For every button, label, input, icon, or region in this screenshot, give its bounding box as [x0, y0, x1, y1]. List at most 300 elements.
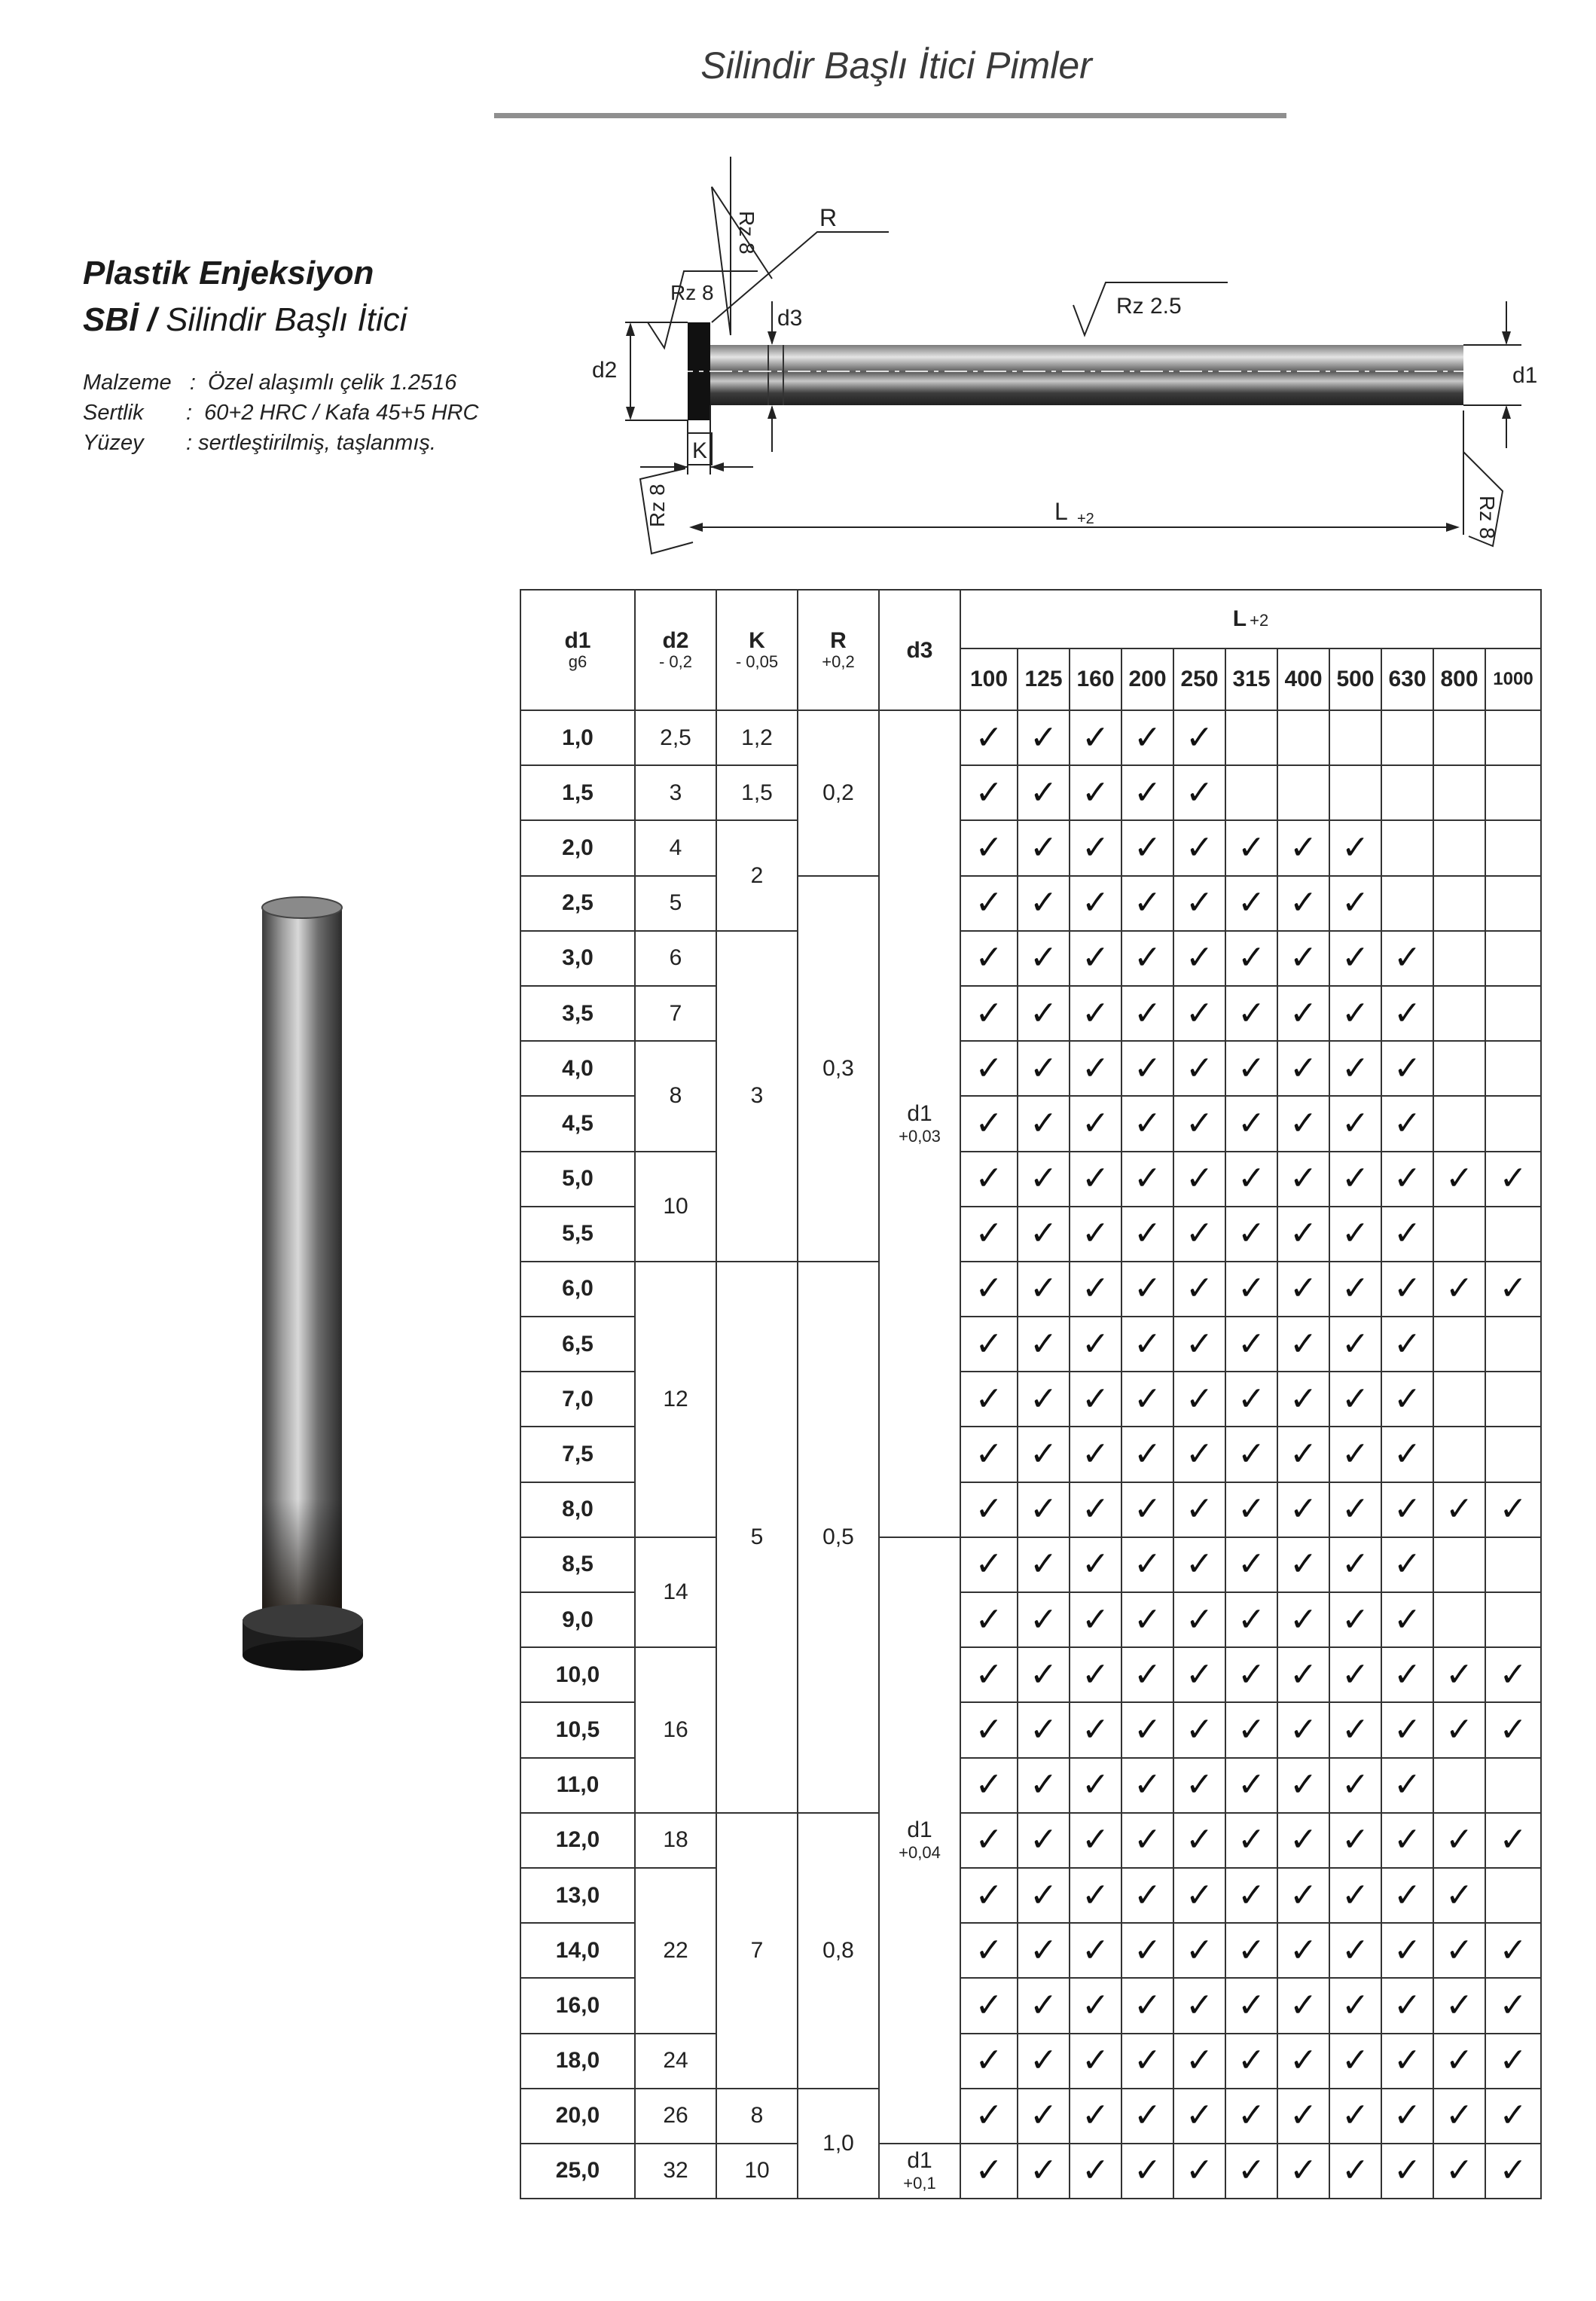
availability-cell [1225, 1096, 1277, 1151]
check-icon: ✓ [1082, 884, 1109, 922]
check-icon: ✓ [1186, 2042, 1213, 2080]
header-l-tolerance: +2 [1250, 611, 1269, 630]
availability-cell [1225, 1372, 1277, 1427]
availability-cell [1329, 1427, 1381, 1482]
availability-cell [1225, 1537, 1277, 1592]
header-d2-tolerance: - 0,2 [658, 652, 693, 672]
check-icon: ✓ [1393, 939, 1421, 977]
availability-cell [1225, 1702, 1277, 1757]
check-icon: ✓ [1134, 1876, 1161, 1914]
availability-cell [1070, 2034, 1121, 2089]
check-icon: ✓ [1393, 1270, 1421, 1308]
availability-cell [1173, 1923, 1225, 1978]
check-icon: ✓ [1186, 1436, 1213, 1473]
availability-cell [1070, 1041, 1121, 1096]
availability-cell [960, 986, 1018, 1041]
check-icon: ✓ [1341, 1986, 1369, 2024]
check-icon: ✓ [975, 2152, 1003, 2190]
availability-cell [1121, 1262, 1173, 1317]
availability-cell [1018, 1482, 1070, 1537]
product-photo [233, 896, 384, 1680]
check-icon: ✓ [1499, 1160, 1527, 1198]
availability-cell [1225, 1813, 1277, 1868]
check-icon: ✓ [1445, 1986, 1473, 2024]
availability-cell [1225, 1592, 1277, 1647]
availability-cell [1173, 765, 1225, 820]
r-label: R [819, 204, 838, 231]
availability-cell [1225, 2034, 1277, 2089]
availability-cell [1121, 765, 1173, 820]
availability-cell [1225, 765, 1277, 820]
availability-cell [1277, 1372, 1329, 1427]
availability-cell [1277, 1262, 1329, 1317]
availability-cell [1433, 1207, 1485, 1262]
availability-cell [1018, 1868, 1070, 1923]
check-icon: ✓ [1341, 2097, 1369, 2135]
check-icon: ✓ [1289, 994, 1317, 1032]
check-icon: ✓ [1186, 1546, 1213, 1583]
r-cell: 0,8 [798, 1813, 879, 2089]
availability-cell [1381, 820, 1433, 875]
check-icon: ✓ [1393, 994, 1421, 1032]
availability-cell [1433, 1427, 1485, 1482]
availability-cell [1173, 1096, 1225, 1151]
d1-cell: 7,0 [520, 1372, 635, 1427]
availability-cell [1329, 2034, 1381, 2089]
check-icon: ✓ [1393, 1931, 1421, 1969]
d1-cell: 5,5 [520, 1207, 635, 1262]
check-icon: ✓ [1237, 939, 1265, 977]
check-icon: ✓ [1393, 1656, 1421, 1693]
check-icon: ✓ [1341, 1876, 1369, 1914]
availability-cell [1329, 876, 1381, 931]
d2-cell: 5 [635, 876, 716, 931]
availability-cell [1485, 1647, 1541, 1702]
availability-cell [1433, 1262, 1485, 1317]
availability-cell [1173, 1317, 1225, 1372]
check-icon: ✓ [1030, 1710, 1057, 1748]
availability-cell [1329, 1923, 1381, 1978]
check-icon: ✓ [1030, 884, 1057, 922]
check-icon: ✓ [1030, 1270, 1057, 1308]
check-icon: ✓ [1289, 1325, 1317, 1363]
d2-cell: 3 [635, 765, 716, 820]
spec-hardness: Sertlik : 60+2 HRC / Kafa 45+5 HRC [83, 401, 479, 425]
availability-cell [1485, 1813, 1541, 1868]
check-icon: ✓ [1082, 1876, 1109, 1914]
technical-drawing [580, 151, 1538, 557]
check-icon: ✓ [975, 1876, 1003, 1914]
availability-cell [960, 1427, 1018, 1482]
availability-cell [1277, 1813, 1329, 1868]
check-icon: ✓ [1030, 1491, 1057, 1528]
check-icon: ✓ [1341, 1710, 1369, 1748]
check-icon: ✓ [1186, 1601, 1213, 1638]
check-icon: ✓ [1030, 2152, 1057, 2190]
check-icon: ✓ [1134, 1215, 1161, 1253]
table-row [520, 1813, 1541, 1868]
availability-cell [1433, 1096, 1485, 1151]
availability-cell [1381, 1923, 1433, 1978]
check-icon: ✓ [1289, 1931, 1317, 1969]
availability-cell [960, 1317, 1018, 1372]
check-icon: ✓ [1289, 1049, 1317, 1087]
availability-cell [1173, 2034, 1225, 2089]
check-icon: ✓ [1186, 1986, 1213, 2024]
k-cell: 1,5 [716, 765, 798, 820]
availability-cell [1173, 1262, 1225, 1317]
availability-cell [1121, 1592, 1173, 1647]
availability-cell [1070, 1427, 1121, 1482]
k-cell: 8 [716, 2089, 798, 2144]
check-icon: ✓ [1289, 1876, 1317, 1914]
d2-cell: 8 [635, 1041, 716, 1151]
check-icon: ✓ [1393, 1049, 1421, 1087]
length-630: 630 [1381, 648, 1433, 710]
availability-cell [960, 1262, 1018, 1317]
rz8-end-label: Rz 8 [1475, 496, 1499, 539]
table-row [520, 1041, 1541, 1096]
check-icon: ✓ [975, 1491, 1003, 1528]
check-icon: ✓ [1030, 829, 1057, 866]
availability-cell [1018, 1427, 1070, 1482]
k-cell: 10 [716, 2144, 798, 2199]
availability-cell [1121, 1702, 1173, 1757]
availability-cell [1018, 1813, 1070, 1868]
check-icon: ✓ [1341, 1104, 1369, 1142]
availability-cell [1070, 1978, 1121, 2033]
availability-cell [1329, 986, 1381, 1041]
availability-cell [1173, 1482, 1225, 1537]
availability-cell [1277, 2034, 1329, 2089]
availability-cell [1070, 876, 1121, 931]
availability-cell [1433, 1317, 1485, 1372]
l-tolerance: +2 [1077, 511, 1094, 527]
check-icon: ✓ [1289, 939, 1317, 977]
check-icon: ✓ [1393, 2042, 1421, 2080]
d1-label: d1 [1512, 363, 1538, 388]
check-icon: ✓ [1186, 1104, 1213, 1142]
d1-cell: 2,0 [520, 820, 635, 875]
check-icon: ✓ [1186, 1160, 1213, 1198]
availability-cell [1018, 820, 1070, 875]
availability-cell [1329, 1758, 1381, 1813]
availability-cell [1121, 986, 1173, 1041]
availability-cell [1225, 1868, 1277, 1923]
table-row [520, 1537, 1541, 1592]
check-icon: ✓ [1186, 2097, 1213, 2135]
availability-cell [960, 1096, 1018, 1151]
check-icon: ✓ [1289, 1380, 1317, 1418]
availability-cell [1485, 876, 1541, 931]
availability-cell [1329, 1868, 1381, 1923]
check-icon: ✓ [1289, 1710, 1317, 1748]
check-icon: ✓ [1134, 2097, 1161, 2135]
header-d2 [635, 590, 716, 710]
d2-cell: 12 [635, 1262, 716, 1537]
check-icon: ✓ [1393, 1821, 1421, 1859]
d1-cell: 11,0 [520, 1758, 635, 1813]
availability-cell [1070, 1592, 1121, 1647]
availability-cell [1225, 1758, 1277, 1813]
d3-cell [879, 710, 960, 1537]
check-icon: ✓ [975, 994, 1003, 1032]
check-icon: ✓ [1186, 1049, 1213, 1087]
table-row [520, 1647, 1541, 1702]
check-icon: ✓ [1082, 2097, 1109, 2135]
check-icon: ✓ [1445, 1160, 1473, 1198]
check-icon: ✓ [975, 1380, 1003, 1418]
availability-cell [960, 765, 1018, 820]
availability-cell [1381, 1868, 1433, 1923]
check-icon: ✓ [1237, 1380, 1265, 1418]
availability-cell [1018, 2144, 1070, 2199]
check-icon: ✓ [1082, 939, 1109, 977]
check-icon: ✓ [1341, 994, 1369, 1032]
availability-cell [1121, 1207, 1173, 1262]
availability-cell [1277, 1096, 1329, 1151]
availability-cell [960, 1647, 1018, 1702]
availability-cell [960, 931, 1018, 986]
d3-tolerance: +0,04 [899, 1843, 941, 1863]
availability-cell [1485, 1207, 1541, 1262]
check-icon: ✓ [1134, 1325, 1161, 1363]
check-icon: ✓ [1237, 1821, 1265, 1859]
availability-cell [1381, 1041, 1433, 1096]
availability-cell [1070, 1152, 1121, 1207]
availability-cell [1121, 1317, 1173, 1372]
rz25-label: Rz 2.5 [1116, 294, 1182, 319]
check-icon: ✓ [1289, 1766, 1317, 1804]
availability-cell [1070, 2144, 1121, 2199]
availability-cell [1433, 820, 1485, 875]
check-icon: ✓ [1186, 939, 1213, 977]
availability-cell [1381, 765, 1433, 820]
table-row [520, 765, 1541, 820]
header-d1-tolerance: g6 [568, 652, 587, 672]
availability-cell [1433, 1758, 1485, 1813]
check-icon: ✓ [1082, 1049, 1109, 1087]
availability-cell [960, 2089, 1018, 2144]
availability-cell [1277, 1868, 1329, 1923]
availability-cell [1121, 820, 1173, 875]
availability-cell [1121, 1482, 1173, 1537]
check-icon: ✓ [1341, 1931, 1369, 1969]
availability-cell [1173, 1207, 1225, 1262]
check-icon: ✓ [1289, 829, 1317, 866]
check-icon: ✓ [1186, 719, 1213, 756]
availability-cell [1225, 1482, 1277, 1537]
availability-cell [1225, 931, 1277, 986]
k-cell: 3 [716, 931, 798, 1262]
availability-cell [1381, 1537, 1433, 1592]
check-icon: ✓ [1134, 1380, 1161, 1418]
header-r-tolerance: +0,2 [822, 652, 855, 672]
check-icon: ✓ [1134, 774, 1161, 811]
length-1000: 1000 [1485, 648, 1541, 710]
check-icon: ✓ [1445, 1931, 1473, 1969]
d1-cell: 6,5 [520, 1317, 635, 1372]
d3-value: d1 [907, 1817, 932, 1843]
availability-cell [1121, 931, 1173, 986]
check-icon: ✓ [1445, 2152, 1473, 2190]
availability-cell [1433, 1647, 1485, 1702]
check-icon: ✓ [1134, 1546, 1161, 1583]
availability-cell [1173, 1647, 1225, 1702]
r-cell: 0,5 [798, 1262, 879, 1813]
check-icon: ✓ [1289, 2097, 1317, 2135]
check-icon: ✓ [1393, 1546, 1421, 1583]
availability-cell [1121, 1152, 1173, 1207]
check-icon: ✓ [1134, 1270, 1161, 1308]
check-icon: ✓ [1499, 1656, 1527, 1693]
availability-cell [1277, 765, 1329, 820]
check-icon: ✓ [1030, 1546, 1057, 1583]
availability-cell [1381, 876, 1433, 931]
check-icon: ✓ [1289, 1270, 1317, 1308]
availability-cell [1018, 1592, 1070, 1647]
check-icon: ✓ [1082, 994, 1109, 1032]
d2-cell: 22 [635, 1868, 716, 2034]
check-icon: ✓ [1289, 1546, 1317, 1583]
availability-cell [960, 2144, 1018, 2199]
availability-cell [1225, 1923, 1277, 1978]
availability-cell [1225, 710, 1277, 765]
check-icon: ✓ [1445, 1710, 1473, 1748]
check-icon: ✓ [1341, 1491, 1369, 1528]
availability-cell [1277, 1702, 1329, 1757]
availability-cell [1121, 1758, 1173, 1813]
availability-cell [1070, 820, 1121, 875]
availability-cell [1329, 1537, 1381, 1592]
availability-cell [1329, 1702, 1381, 1757]
length-200: 200 [1121, 648, 1173, 710]
availability-cell [960, 710, 1018, 765]
check-icon: ✓ [1393, 2152, 1421, 2190]
check-icon: ✓ [1445, 1491, 1473, 1528]
availability-cell [960, 1868, 1018, 1923]
check-icon: ✓ [1134, 1601, 1161, 1638]
check-icon: ✓ [1134, 1656, 1161, 1693]
d1-cell: 10,0 [520, 1647, 635, 1702]
check-icon: ✓ [1237, 1546, 1265, 1583]
k-cell: 1,2 [716, 710, 798, 765]
availability-cell [1121, 2144, 1173, 2199]
table-row [520, 2089, 1541, 2144]
check-icon: ✓ [1186, 829, 1213, 866]
d1-cell: 20,0 [520, 2089, 635, 2144]
availability-cell [1485, 1152, 1541, 1207]
availability-cell [1277, 2144, 1329, 2199]
check-icon: ✓ [1393, 1986, 1421, 2024]
availability-cell [1121, 1923, 1173, 1978]
availability-cell [1277, 1978, 1329, 2033]
availability-cell [1018, 1758, 1070, 1813]
availability-cell [1070, 1207, 1121, 1262]
availability-cell [960, 1207, 1018, 1262]
d2-cell: 7 [635, 986, 716, 1041]
availability-cell [1433, 2034, 1485, 2089]
availability-cell [1225, 1262, 1277, 1317]
dimension-table [520, 589, 1542, 2199]
availability-cell [1121, 1537, 1173, 1592]
availability-cell [1485, 1923, 1541, 1978]
availability-cell [1381, 1482, 1433, 1537]
rz8-top-label: Rz 8 [735, 211, 758, 255]
check-icon: ✓ [975, 1931, 1003, 1969]
table-row [520, 876, 1541, 931]
table-row [520, 931, 1541, 986]
availability-cell [1485, 710, 1541, 765]
check-icon: ✓ [1082, 1546, 1109, 1583]
availability-cell [960, 1537, 1018, 1592]
availability-cell [1433, 1482, 1485, 1537]
availability-cell [1433, 710, 1485, 765]
check-icon: ✓ [1237, 1215, 1265, 1253]
availability-cell [1381, 1978, 1433, 2033]
availability-cell [1329, 1482, 1381, 1537]
availability-cell [1070, 1372, 1121, 1427]
check-icon: ✓ [1499, 1270, 1527, 1308]
check-icon: ✓ [1445, 1821, 1473, 1859]
availability-cell [1277, 1537, 1329, 1592]
k-label: K [692, 438, 708, 463]
check-icon: ✓ [1237, 1270, 1265, 1308]
d1-cell: 7,5 [520, 1427, 635, 1482]
check-icon: ✓ [1082, 1270, 1109, 1308]
check-icon: ✓ [1082, 1821, 1109, 1859]
availability-cell [960, 1372, 1018, 1427]
availability-cell [1329, 1152, 1381, 1207]
check-icon: ✓ [1186, 1766, 1213, 1804]
availability-cell [1485, 1868, 1541, 1923]
availability-cell [1018, 1096, 1070, 1151]
check-icon: ✓ [1186, 1270, 1213, 1308]
availability-cell [1018, 765, 1070, 820]
table-row [520, 1152, 1541, 1207]
d3-value: d1 [907, 2148, 932, 2174]
d2-cell: 32 [635, 2144, 716, 2199]
check-icon: ✓ [1393, 1215, 1421, 1253]
table-row [520, 1262, 1541, 1317]
d1-cell: 12,0 [520, 1813, 635, 1868]
product-code: SBİ [83, 301, 139, 338]
availability-cell [1433, 1592, 1485, 1647]
availability-cell [1173, 931, 1225, 986]
check-icon: ✓ [1393, 1160, 1421, 1198]
product-category: Plastik Enjeksiyon [83, 255, 374, 291]
check-icon: ✓ [1030, 939, 1057, 977]
check-icon: ✓ [1082, 1601, 1109, 1638]
availability-cell [1381, 1592, 1433, 1647]
check-icon: ✓ [1393, 1876, 1421, 1914]
check-icon: ✓ [1237, 1986, 1265, 2024]
availability-cell [1277, 931, 1329, 986]
availability-cell [1329, 2144, 1381, 2199]
check-icon: ✓ [1237, 1766, 1265, 1804]
availability-cell [1433, 1923, 1485, 1978]
availability-cell [960, 1152, 1018, 1207]
availability-cell [960, 1758, 1018, 1813]
availability-cell [1433, 876, 1485, 931]
pin-shaft [710, 345, 1463, 405]
check-icon: ✓ [1289, 1215, 1317, 1253]
availability-cell [1121, 710, 1173, 765]
d1-cell: 9,0 [520, 1592, 635, 1647]
availability-cell [1381, 2144, 1433, 2199]
check-icon: ✓ [1134, 1160, 1161, 1198]
check-icon: ✓ [975, 1215, 1003, 1253]
